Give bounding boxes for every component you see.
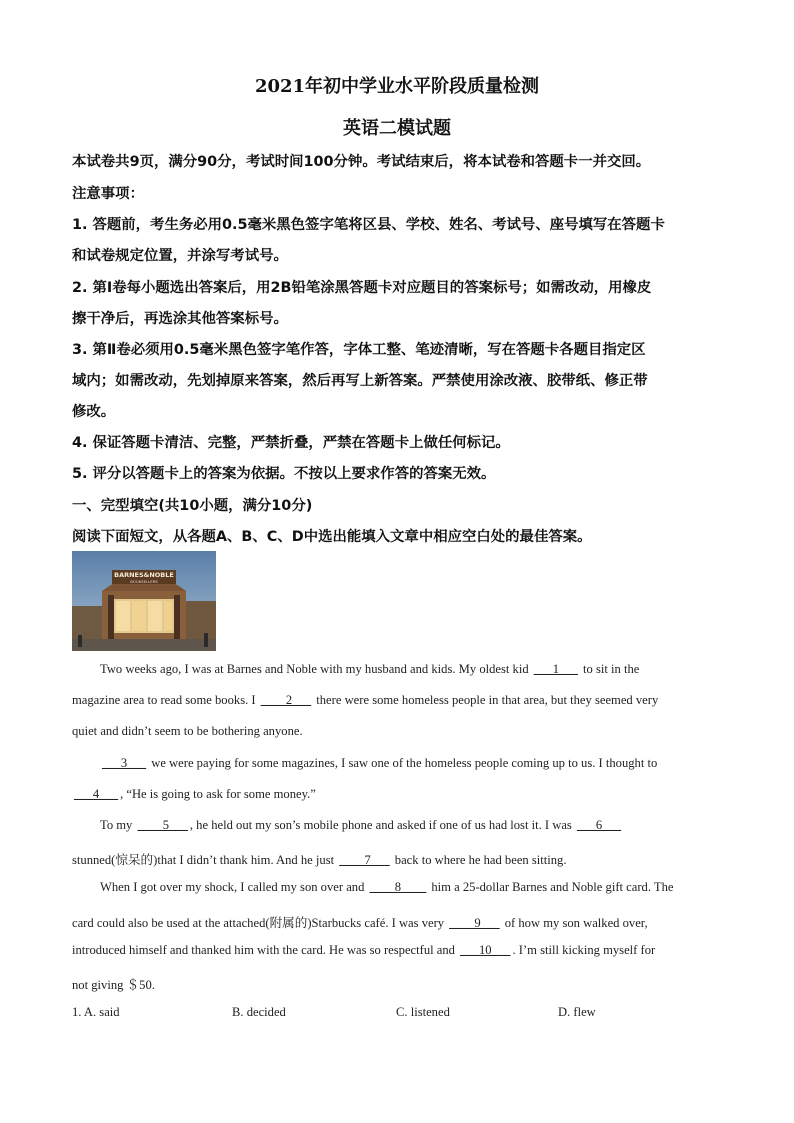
passage-line: When I got over my shock, I called my son over and ____8____ him a 25-dollar Barnes and Noble gift card. The <box>100 880 674 894</box>
notice-4: 4. 保证答题卡清洁、完整，严禁折叠，严禁在答题卡上做任何标记。 <box>72 435 510 451</box>
notice-label: 注意事项： <box>72 186 144 202</box>
notice-3-line-3: 修改。 <box>72 404 116 420</box>
passage-line: not giving ＄50. <box>72 978 155 992</box>
section-heading: 一、完型填空(共10小题，满分10分) <box>72 498 313 514</box>
notice-1-line-1: 1. 答题前，考生务必用0.5毫米黑色签字笔将区县、学校、姓名、考试号、座号填写在答题卡 <box>72 217 665 233</box>
passage-line: quiet and didn’t seem to be bothering anyone. <box>72 724 303 738</box>
notice-2-line-2: 擦干净后，再选涂其他答案标号。 <box>72 311 288 327</box>
notice-3-line-1: 3. 第Ⅱ卷必须用0.5毫米黑色签字笔作答，字体工整、笔迹清晰，写在答题卡各题目指定区 <box>72 342 646 358</box>
passage-line: To my ____5___ , he held out my son’s mobile phone and asked if one of us had lost it. I was ___6___ <box>100 818 622 832</box>
page-title: 2021年初中学业水平阶段质量检测 <box>254 76 540 97</box>
passage-line: introduced himself and thanked him with the card. He was so respectful and ___10___ . I’m still kicking myself for <box>72 943 656 957</box>
blank-2: ____2___ <box>260 693 312 707</box>
notice-5: 5. 评分以答题卡上的答案为依据。不按以上要求作答的答案无效。 <box>72 466 496 482</box>
section-direction: 阅读下面短文，从各题A、B、C、D中选出能填入文章中相应空白处的最佳答案。 <box>72 529 592 545</box>
bookstore-illustration <box>72 551 216 651</box>
exam-intro: 本试卷共9页，满分90分，考试时间100分钟。考试结束后，将本试卷和答题卡一并交回。 <box>72 154 651 170</box>
passage-line: stunned(惊呆的)that I didn’t thank him. And he just ____7___ back to where he had been sitting. <box>72 853 567 867</box>
blank-7: ____7___ <box>339 853 390 867</box>
bookstore-photo <box>72 551 216 651</box>
sign-text: BARNES&NOBLE <box>114 571 174 579</box>
blank-10: ___10___ <box>460 943 511 957</box>
blank-9: ____9___ <box>449 916 500 930</box>
question-1-option-a[interactable]: 1. A. said <box>72 1005 120 1019</box>
notice-1-line-2: 和试卷规定位置，并涂写考试号。 <box>72 248 288 264</box>
passage-line: Two weeks ago, I was at Barnes and Noble with my husband and kids. My oldest kid ___1___ to sit in the <box>100 662 640 676</box>
passage-line: magazine area to read some books. I ____2___ there were some homeless people in that area, but they seemed very <box>72 693 659 707</box>
question-1-option-d[interactable]: D. flew <box>558 1005 596 1019</box>
blank-1: ___1___ <box>533 662 578 676</box>
notice-3-line-2: 域内；如需改动，先划掉原来答案，然后再写上新答案。严禁使用涂改液、胶带纸、修正带 <box>72 373 648 389</box>
question-1-option-b[interactable]: B. decided <box>232 1005 286 1019</box>
passage-line: card could also be used at the attached(附属的)Starbucks café. I was very ____9___ of how my son walked over, <box>72 916 648 930</box>
passage-line: ___4___ , “He is going to ask for some money.” <box>74 787 316 801</box>
blank-3: ___3___ <box>102 756 147 770</box>
page-subtitle: 英语二模试题 <box>343 118 451 139</box>
sign-subtext: BOOKSELLERS <box>130 579 158 584</box>
blank-8: ____8____ <box>369 880 427 894</box>
notice-2-line-1: 2. 第Ⅰ卷每小题选出答案后，用2B铅笔涂黑答题卡对应题目的答案标号；如需改动，用橡皮 <box>72 280 652 296</box>
blank-6: ___6___ <box>576 818 622 832</box>
blank-5: ____5___ <box>137 818 188 832</box>
blank-4: ___4___ <box>74 787 119 801</box>
question-1-option-c[interactable]: C. listened <box>396 1005 450 1019</box>
passage-line: ___3___ we were paying for some magazines, I saw one of the homeless people coming up to us. I thought to <box>102 756 658 770</box>
